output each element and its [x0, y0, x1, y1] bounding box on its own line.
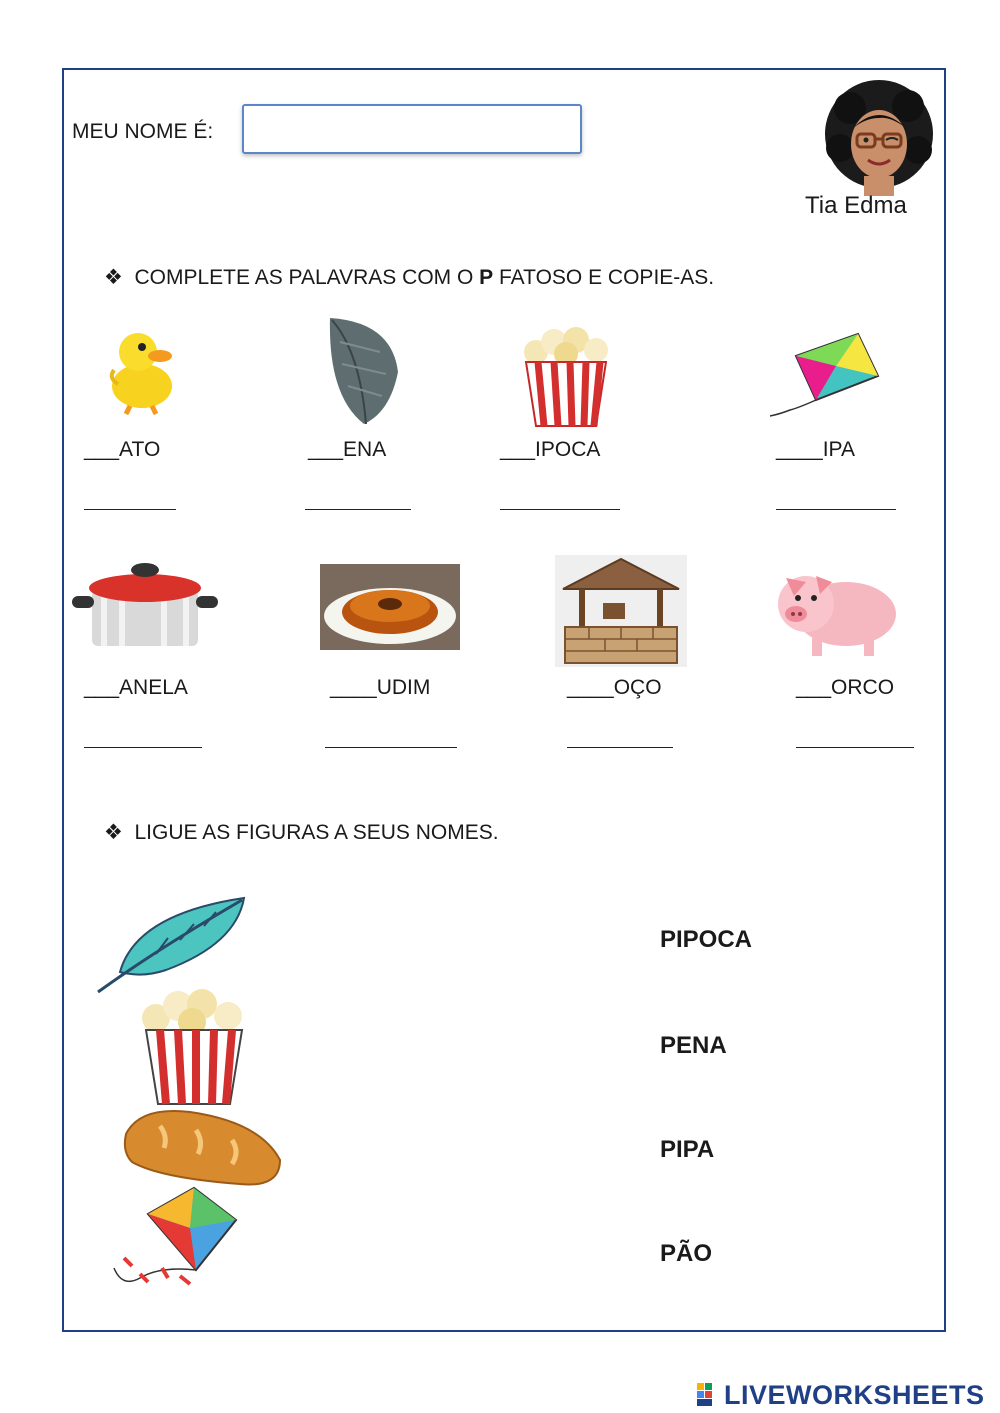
pudding-picture	[320, 564, 460, 650]
feather-picture	[320, 312, 404, 428]
answer-line[interactable]	[796, 747, 914, 748]
pig-picture	[768, 560, 904, 658]
word-ipa: ____IPA	[776, 438, 856, 461]
instruction-match	[104, 820, 499, 845]
bread-picture[interactable]	[120, 1104, 286, 1190]
word-udim: ____UDIM	[330, 676, 431, 699]
word-ato: ___ATO	[84, 438, 161, 461]
word-anela: ___ANELA	[84, 676, 188, 699]
brand-logo	[697, 1380, 985, 1411]
kite-picture[interactable]	[110, 1186, 248, 1304]
name-label: MEU NOME É:	[72, 120, 214, 143]
answer-line[interactable]	[500, 509, 620, 510]
popcorn-picture	[518, 322, 614, 430]
word-oco: ____OÇO	[567, 676, 662, 699]
answer-line[interactable]	[776, 509, 896, 510]
well-picture	[555, 555, 687, 667]
bullet-icon: ❖	[104, 266, 123, 289]
teacher-name: Tia Edma	[805, 192, 907, 219]
popcorn-picture[interactable]	[138, 986, 250, 1108]
word-ipoca: ___IPOCA	[500, 438, 601, 461]
match-word-pena[interactable]: PENA	[660, 1032, 727, 1059]
answer-line[interactable]	[305, 509, 411, 510]
word-ena: ___ENA	[308, 438, 387, 461]
instruction-complete	[104, 265, 714, 290]
instruction-text: COMPLETE AS PALAVRAS COM O	[134, 266, 474, 289]
answer-line[interactable]	[84, 747, 202, 748]
pot-picture	[70, 556, 220, 652]
answer-line[interactable]	[567, 747, 673, 748]
match-word-pao[interactable]: PÃO	[660, 1240, 713, 1267]
answer-line[interactable]	[325, 747, 457, 748]
answer-line[interactable]	[84, 509, 176, 510]
match-word-pipoca[interactable]: PIPOCA	[660, 926, 753, 953]
word-orco: ___ORCO	[796, 676, 895, 699]
teacher-avatar	[820, 78, 938, 196]
kite-picture	[768, 330, 882, 420]
bullet-icon: ❖	[104, 821, 123, 844]
liveworksheets-logo-icon	[697, 1383, 721, 1407]
match-word-pipa[interactable]: PIPA	[660, 1136, 715, 1163]
feather-picture[interactable]	[96, 894, 248, 994]
brand-name: LIVEWORKSHEETS	[724, 1380, 985, 1410]
instruction-text: LIGUE AS FIGURAS A SEUS NOMES.	[134, 821, 499, 844]
instruction-bold-letter: P	[479, 266, 494, 289]
name-input[interactable]	[242, 104, 582, 154]
instruction-text-end: FATOSO E COPIE-AS.	[499, 266, 715, 289]
duck-picture	[100, 322, 180, 418]
